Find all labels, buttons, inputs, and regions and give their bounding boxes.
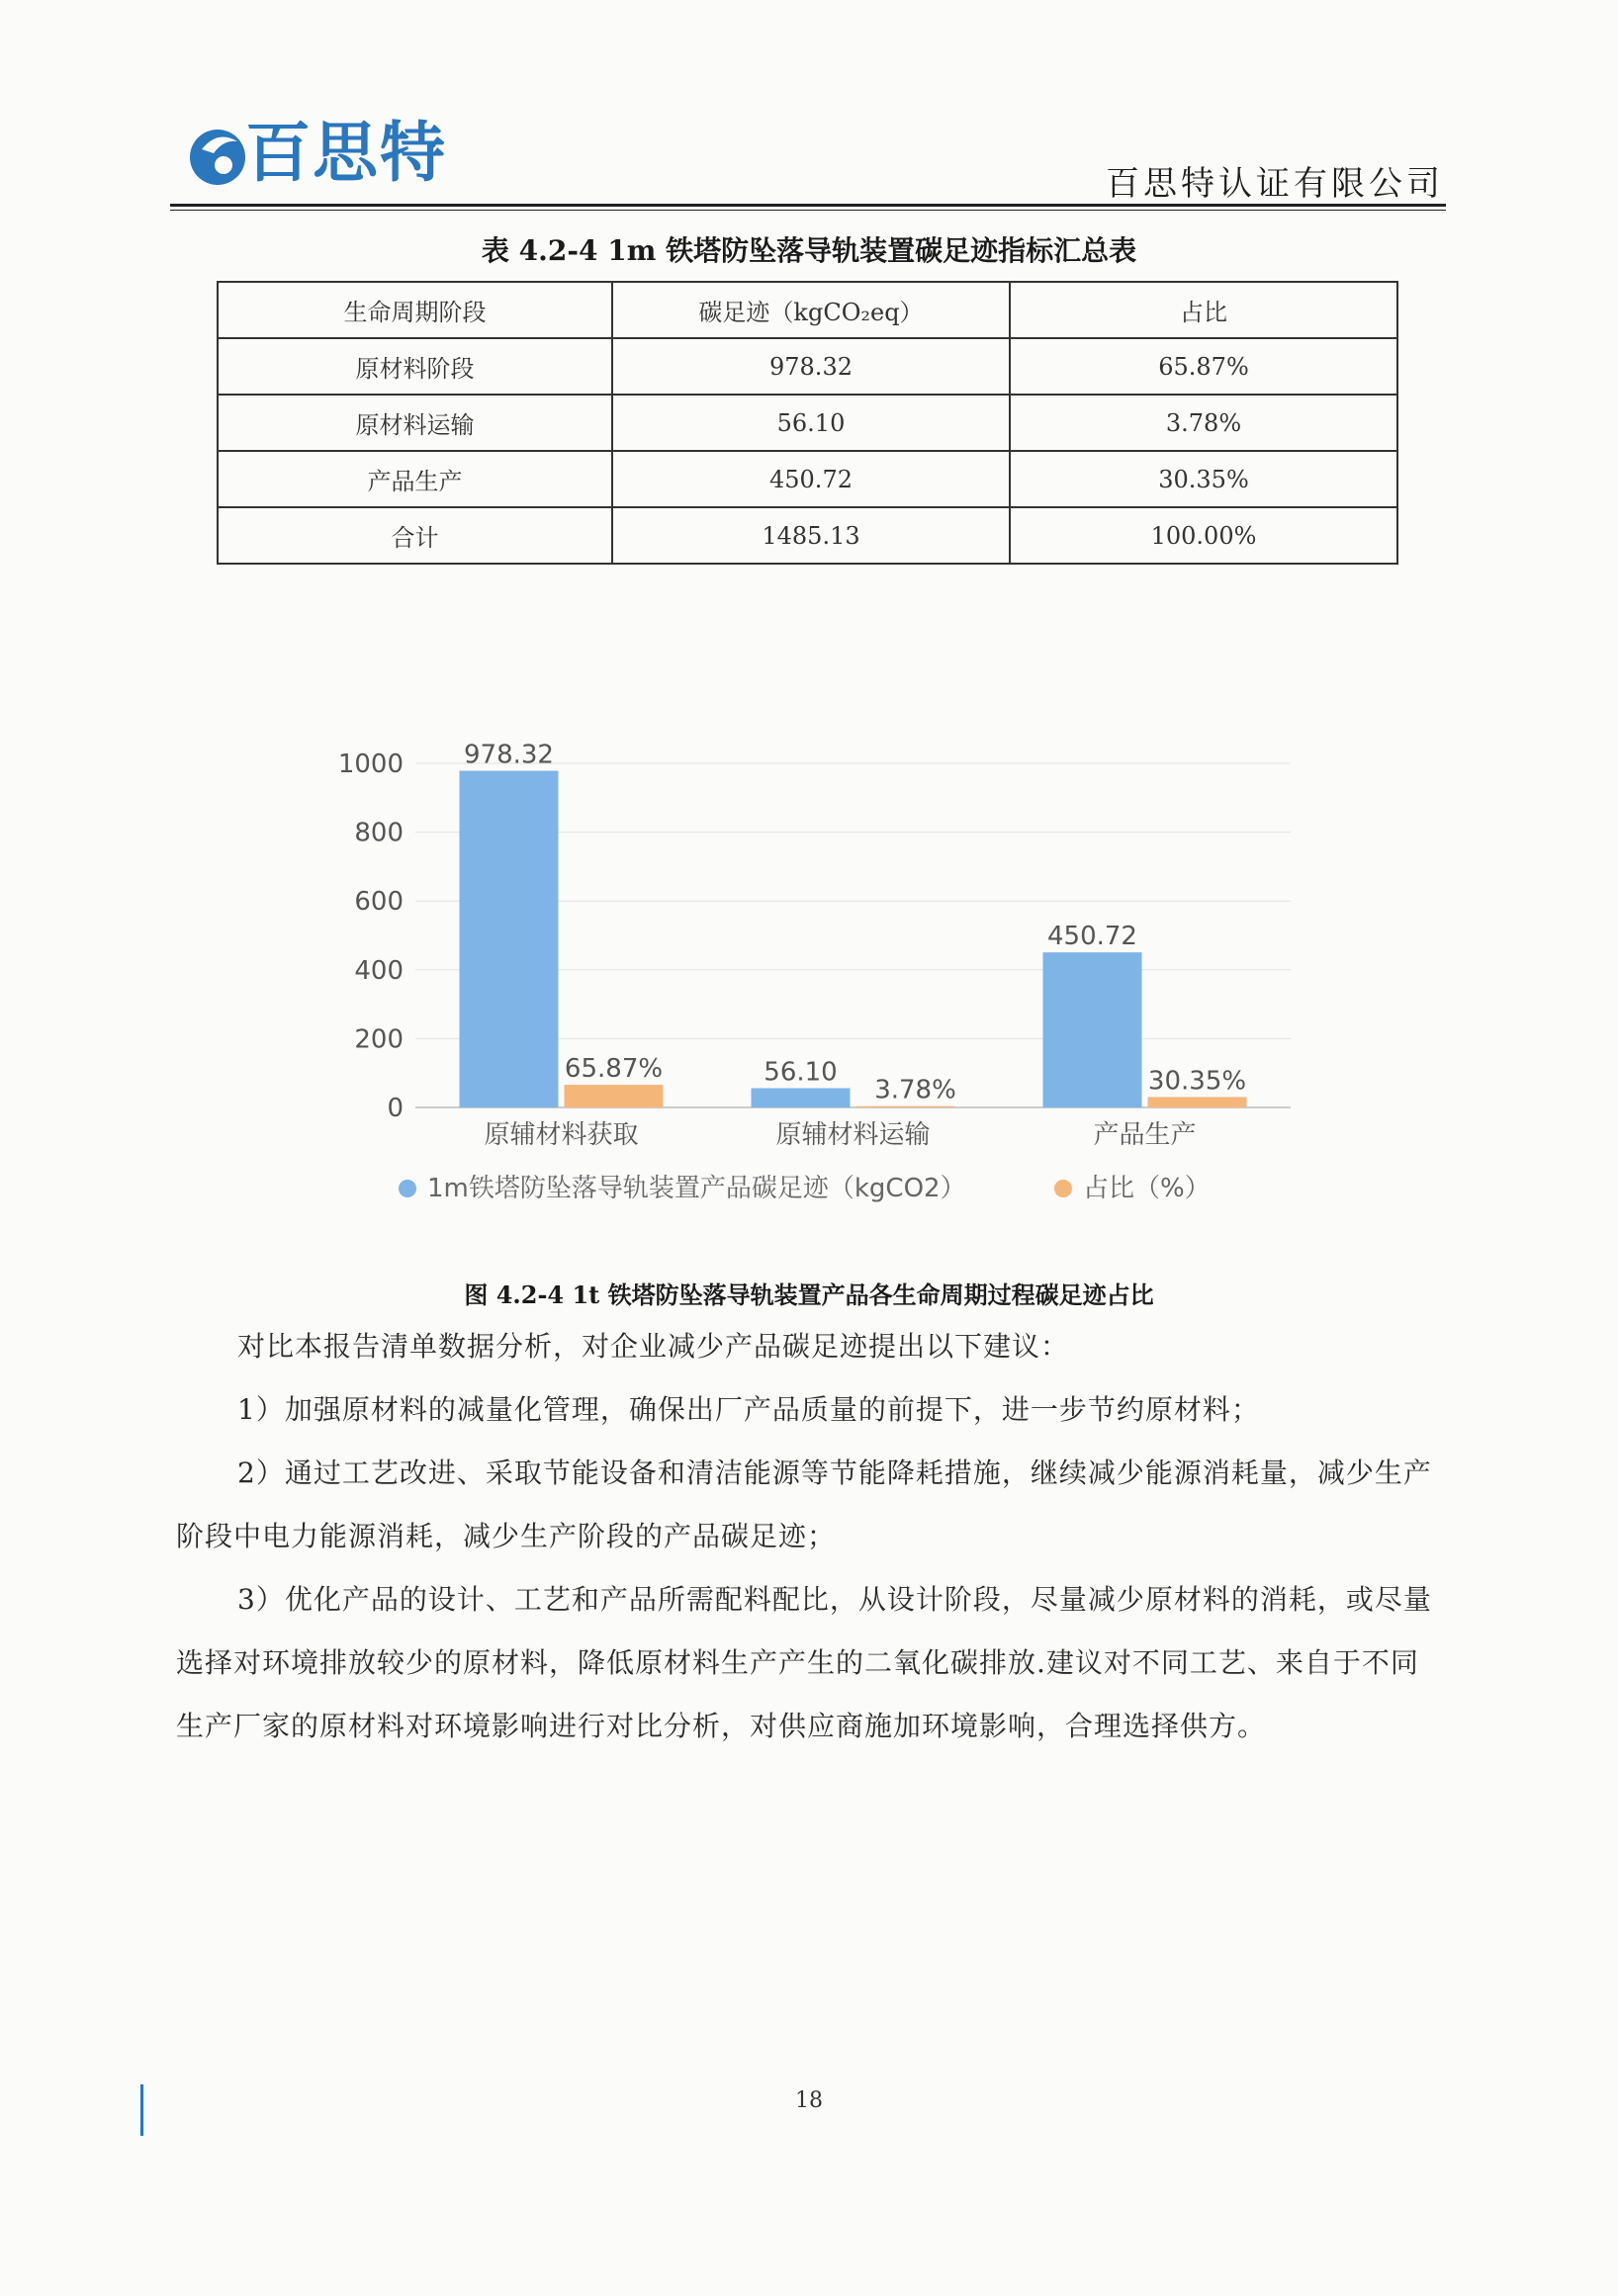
- bar-data-label: 3.78%: [874, 1075, 956, 1105]
- table-header-cell: 生命周期阶段: [218, 282, 612, 338]
- logo-mark-icon: [184, 120, 251, 187]
- y-tick-label: 800: [354, 818, 404, 848]
- paragraph-suggestion-3: 3）优化产品的设计、工艺和产品所需配料配比，从设计阶段，尽量减少原材料的消耗，或尽量选择对环境排放较少的原材料，降低原材料生产产生的二氧化碳排放.建议对不同工艺、来自于不同生产厂家的原材料对环境影响进行对比分析，对供应商施加环境影响，合理选择供方。: [176, 1583, 1432, 1742]
- bar-data-label: 978.32: [464, 740, 554, 770]
- bar-carbon-footprint: [460, 771, 559, 1107]
- table-cell: 1485.13: [612, 507, 1010, 564]
- legend-label: 1m铁塔防坠落导轨装置产品碳足迹（kgCO2）: [427, 1174, 966, 1203]
- y-tick-label: 1000: [337, 750, 404, 779]
- x-category-label: 产品生产: [1093, 1120, 1197, 1150]
- table-header-row: [218, 282, 1397, 338]
- table-row: [218, 338, 1397, 395]
- table-cell: 30.35%: [1010, 451, 1397, 507]
- legend-marker: [399, 1180, 416, 1197]
- table-cell: 65.87%: [1010, 338, 1397, 395]
- y-tick-label: 600: [354, 887, 404, 918]
- bar-data-label: 56.10: [764, 1057, 838, 1088]
- y-tick-label: 400: [354, 955, 404, 986]
- company-name: 百思特认证有限公司: [1106, 164, 1444, 204]
- bar-share-percent: [856, 1106, 955, 1107]
- bar-carbon-footprint: [752, 1088, 851, 1107]
- table-cell: 100.00%: [1010, 507, 1397, 564]
- table-header-cell: 碳足迹（kgCO₂eq）: [612, 282, 1010, 338]
- header-rule-thin: [170, 210, 1446, 211]
- x-category-label: 原辅材料运输: [775, 1120, 931, 1150]
- table-cell: 产品生产: [218, 451, 612, 507]
- bar-carbon-footprint: [1043, 952, 1142, 1107]
- bar-share-percent: [1148, 1097, 1247, 1107]
- x-category-label: 原辅材料获取: [484, 1120, 639, 1150]
- summary-table: [217, 281, 1398, 565]
- y-tick-label: 200: [354, 1024, 404, 1055]
- y-tick-label: 0: [387, 1094, 404, 1123]
- bar-share-percent: [565, 1085, 664, 1107]
- legend-label: 占比（%）: [1083, 1174, 1211, 1203]
- bar-data-label: 30.35%: [1147, 1066, 1247, 1097]
- table-cell: 3.78%: [1010, 395, 1397, 451]
- table-cell: 450.72: [612, 451, 1010, 507]
- paragraph-suggestion-2: 2）通过工艺改进、采取节能设备和清洁能源等节能降耗措施，继续减少能源消耗量，减少生产阶段中电力能源消耗，减少生产阶段的产品碳足迹；: [176, 1457, 1432, 1552]
- table-header-cell: 占比: [1010, 282, 1397, 338]
- table-total-row: [218, 507, 1397, 564]
- legend-marker: [1054, 1180, 1072, 1197]
- header-rule: [170, 204, 1446, 207]
- table-row: [218, 451, 1397, 507]
- table-cell: 978.32: [612, 338, 1010, 395]
- table-cell: 56.10: [612, 395, 1010, 451]
- paragraph-suggestion-1: 1）加强原材料的减量化管理，确保出厂产品质量的前提下，进一步节约原材料；: [237, 1393, 1260, 1426]
- table-caption: 表 4.2-4 1m 铁塔防坠落导轨装置碳足迹指标汇总表: [481, 234, 1137, 267]
- logo-text: 百思特: [245, 115, 447, 191]
- paragraph-intro: 对比本报告清单数据分析，对企业减少产品碳足迹提出以下建议：: [237, 1330, 1070, 1363]
- table-cell: 原材料运输: [218, 395, 612, 451]
- figure-caption: 图 4.2-4 1t 铁塔防坠落导轨装置产品各生命周期过程碳足迹占比: [464, 1280, 1154, 1309]
- page-number: 18: [795, 2088, 823, 2113]
- table-cell: 原材料阶段: [218, 338, 612, 395]
- company-logo: [184, 114, 481, 193]
- table-row: [218, 395, 1397, 451]
- bar-data-label: 65.87%: [564, 1054, 664, 1085]
- carbon-footprint-chart: [297, 732, 1325, 1226]
- bar-data-label: 450.72: [1047, 922, 1137, 952]
- table-cell: 合计: [218, 507, 612, 564]
